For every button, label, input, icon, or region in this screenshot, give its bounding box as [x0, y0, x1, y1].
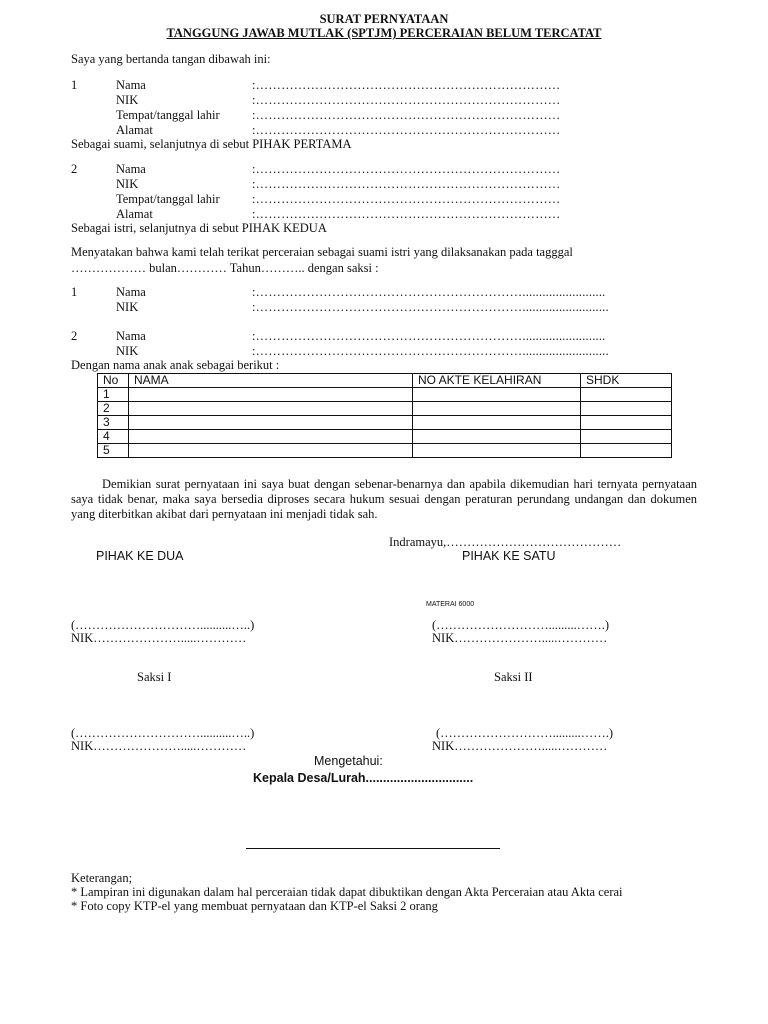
witness-nik-left[interactable]: NIK………………….....…………	[71, 739, 247, 753]
party2-nik-label: NIK	[116, 177, 139, 191]
witness-left-title: Saksi I	[137, 670, 172, 684]
children-table	[97, 373, 672, 458]
shdk-cell[interactable]	[581, 416, 672, 430]
witness1-name-label: Nama	[116, 285, 146, 299]
party1-name-label: Nama	[116, 78, 146, 92]
sign-right-title: PIHAK KE SATU	[462, 549, 556, 563]
note-item: * Foto copy KTP-el yang membuat pernyataan dan KTP-el Saksi 2 orang	[71, 899, 438, 913]
table-row	[98, 388, 672, 402]
statement-line2: ……………… bulan………… Tahun……….. dengan saksi :	[71, 261, 379, 275]
shdk-cell[interactable]	[581, 444, 672, 458]
col-header-name: NAMA	[129, 374, 413, 388]
table-row	[98, 402, 672, 416]
table-row	[98, 444, 672, 458]
sign-nik-left[interactable]: NIK………………….....…………	[71, 631, 247, 645]
children-intro: Dengan nama anak anak sebagai berikut :	[71, 358, 280, 372]
village-head-label: Kepala Desa/Lurah...............................	[253, 771, 474, 785]
birth-cert-cell[interactable]	[413, 430, 581, 444]
witness1-nik-field[interactable]: :………………………………………………………..........................	[252, 300, 609, 314]
party2-name-label: Nama	[116, 162, 146, 176]
row-number: 5	[98, 444, 129, 458]
witness-nik-right[interactable]: NIK………………….....…………	[432, 739, 608, 753]
name-cell[interactable]	[129, 444, 413, 458]
witness2-nik-field[interactable]: :………………………………………………………..........................	[252, 344, 609, 358]
birth-cert-cell[interactable]	[413, 402, 581, 416]
shdk-cell[interactable]	[581, 402, 672, 416]
witness1-number: 1	[71, 285, 78, 299]
document-subtitle-text: TANGGUNG JAWAB MUTLAK (SPTJM) PERCERAIAN BELUM TERCATAT	[166, 26, 602, 40]
note-item: * Lampiran ini digunakan dalam hal perceraian tidak dapat dibuktikan dengan Akta Perceraian atau Akta cerai	[71, 885, 623, 899]
party2-address-field[interactable]: :………………………………………………………………	[252, 207, 561, 221]
party1-address-label: Alamat	[116, 123, 153, 137]
party2-birth-field[interactable]: :………………………………………………………………	[252, 192, 561, 206]
name-cell[interactable]	[129, 430, 413, 444]
shdk-cell[interactable]	[581, 430, 672, 444]
party1-nik-field[interactable]: :………………………………………………………………	[252, 93, 561, 107]
document-title: SURAT PERNYATAAN	[319, 12, 449, 26]
party1-number: 1	[71, 78, 78, 92]
party2-address-label: Alamat	[116, 207, 153, 221]
name-cell[interactable]	[129, 402, 413, 416]
birth-cert-cell[interactable]	[413, 444, 581, 458]
witness2-name-label: Nama	[116, 329, 146, 343]
row-number: 2	[98, 402, 129, 416]
closing-paragraph: Demikian surat pernyataan ini saya buat dengan sebenar-benarnya dan apabila dikemudian hari ternyata pernyataan saya tidak benar, maka saya bersedia diproses secara hukum sesuai dengan peraturan perundang undangan dan dokumen yang diterbitkan akibat dari pernyataan ini menjadi tidak sah.	[71, 477, 697, 521]
row-number: 1	[98, 388, 129, 402]
sign-left-title: PIHAK KE DUA	[96, 549, 184, 563]
document-subtitle	[0, 26, 768, 40]
witness2-nik-label: NIK	[116, 344, 139, 358]
party1-birth-field[interactable]: :………………………………………………………………	[252, 108, 561, 122]
party1-name-field[interactable]: :………………………………………………………………	[252, 78, 561, 92]
statement-line1: Menyatakan bahwa kami telah terikat perceraian sebagai suami istri yang dilaksanakan pada tagggal	[71, 245, 573, 259]
party1-address-field[interactable]: :………………………………………………………………	[252, 123, 561, 137]
table-row	[98, 416, 672, 430]
sign-nik-right[interactable]: NIK………………….....…………	[432, 631, 608, 645]
row-number: 3	[98, 416, 129, 430]
party2-role: Sebagai istri, selanjutnya di sebut PIHAK KEDUA	[71, 221, 327, 235]
shdk-cell[interactable]	[581, 388, 672, 402]
witness1-name-field[interactable]: :……………………………………………………….........................	[252, 285, 606, 299]
name-cell[interactable]	[129, 388, 413, 402]
notes-title: Keterangan;	[71, 871, 133, 885]
col-header-shdk: SHDK	[581, 374, 672, 388]
witness1-nik-label: NIK	[116, 300, 139, 314]
sign-name-right[interactable]: (……………………….........…….)	[432, 618, 610, 632]
row-number: 4	[98, 430, 129, 444]
table-header-row	[98, 374, 672, 388]
table-row	[98, 430, 672, 444]
materai-label: MATERAI 6000	[426, 601, 475, 608]
birth-cert-cell[interactable]	[413, 416, 581, 430]
acknowledged-label: Mengetahui:	[314, 754, 383, 768]
party2-name-field[interactable]: :………………………………………………………………	[252, 162, 561, 176]
witness-name-right[interactable]: (……………………….........…….)	[436, 726, 614, 740]
name-cell[interactable]	[129, 416, 413, 430]
party2-number: 2	[71, 162, 78, 176]
party2-birth-label: Tempat/tanggal lahir	[116, 192, 220, 206]
place-date[interactable]: Indramayu,……………………………………	[389, 535, 622, 549]
intro-text: Saya yang bertanda tangan dibawah ini:	[71, 52, 271, 66]
birth-cert-cell[interactable]	[413, 388, 581, 402]
party1-role: Sebagai suami, selanjutnya di sebut PIHAK PERTAMA	[71, 137, 352, 151]
col-header-no: No	[98, 374, 129, 388]
village-head-signature-line	[246, 848, 500, 849]
party1-nik-label: NIK	[116, 93, 139, 107]
witness-name-left[interactable]: (…………………………..........…..)	[71, 726, 255, 740]
col-header-birth-cert: NO AKTE KELAHIRAN	[413, 374, 581, 388]
sign-name-left[interactable]: (…………………………..........…..)	[71, 618, 255, 632]
witness2-name-field[interactable]: :……………………………………………………….........................	[252, 329, 606, 343]
party2-nik-field[interactable]: :………………………………………………………………	[252, 177, 561, 191]
witness2-number: 2	[71, 329, 78, 343]
party1-birth-label: Tempat/tanggal lahir	[116, 108, 220, 122]
witness-right-title: Saksi II	[494, 670, 533, 684]
